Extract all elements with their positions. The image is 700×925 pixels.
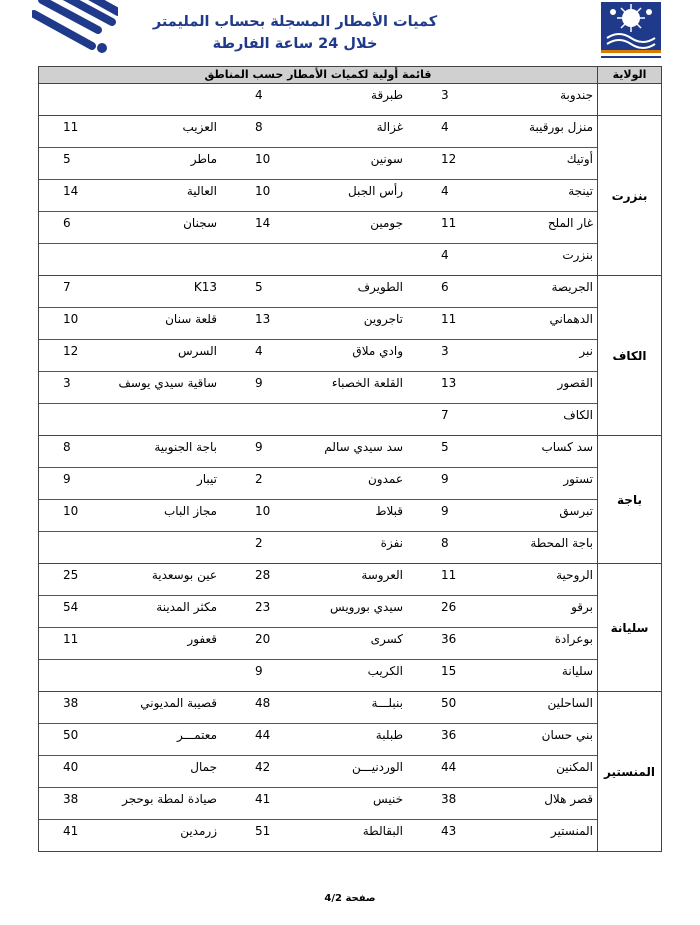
station-name: بني حسان xyxy=(541,728,593,742)
rainfall-value: 10 xyxy=(63,312,79,326)
station-name: نفزة xyxy=(380,536,403,550)
station-name: مجاز الباب xyxy=(163,504,217,518)
station-name: باجة المحطة xyxy=(530,536,593,550)
governorate-cell: باجة xyxy=(597,436,661,564)
rainfall-value: 5 xyxy=(441,440,449,454)
page-number: صفحة 4/2 xyxy=(324,893,376,904)
rainfall-value: 6 xyxy=(63,216,71,230)
rainfall-value: 15 xyxy=(441,664,457,678)
rainfall-value: 11 xyxy=(441,568,457,582)
table-row xyxy=(39,148,597,180)
page-subtitle: خلال 24 ساعة الفارطة xyxy=(212,36,378,52)
station-name: قلعة سنان xyxy=(165,312,217,326)
rainfall-value: 4 xyxy=(441,248,449,262)
station-name: تينجة xyxy=(568,184,593,198)
station-name: طبرقة xyxy=(371,88,403,102)
table-row xyxy=(39,308,597,340)
table-row xyxy=(39,756,597,788)
rainfall-value: 20 xyxy=(255,632,271,646)
rainfall-value: 36 xyxy=(441,632,457,646)
rainfall-value: 9 xyxy=(63,472,71,486)
station-name: قصيبة المديوني xyxy=(140,696,217,710)
rainfall-value: 44 xyxy=(255,728,271,742)
station-name: أوتيك xyxy=(566,152,593,166)
station-name: برقو xyxy=(571,600,593,614)
station-name: صيادة لمطة بوحجر xyxy=(122,792,217,806)
station-name: سجنان xyxy=(183,216,217,230)
station-name: وادي ملاق xyxy=(352,344,403,358)
rainfall-value: 38 xyxy=(63,696,79,710)
rainfall-value: 7 xyxy=(441,408,449,422)
rainfall-value: 7 xyxy=(63,280,71,294)
rainfall-value: 51 xyxy=(255,824,271,838)
rainfall-value: 50 xyxy=(441,696,457,710)
rainfall-value: 9 xyxy=(255,376,263,390)
station-name: تبرسق xyxy=(559,504,593,518)
rainfall-value: 13 xyxy=(255,312,271,326)
rainfall-value: 8 xyxy=(441,536,449,550)
rainfall-value: 11 xyxy=(441,216,457,230)
station-name: زرمدين xyxy=(180,824,217,838)
station-name: العروسة xyxy=(361,568,403,582)
table-row xyxy=(39,500,597,532)
blue-stripes-logo-icon xyxy=(32,0,118,62)
table-row xyxy=(39,244,597,276)
rainfall-value: 11 xyxy=(63,120,79,134)
governorate-cell: بنزرت xyxy=(597,116,661,276)
station-name: رأس الجبل xyxy=(347,184,403,198)
station-name: عمدون xyxy=(367,472,403,486)
rainfall-value: 10 xyxy=(255,504,271,518)
rainfall-value: 14 xyxy=(63,184,79,198)
rainfall-value: 8 xyxy=(63,440,71,454)
rainfall-value: 3 xyxy=(441,88,449,102)
station-name: نبر xyxy=(579,344,593,358)
table-row xyxy=(39,404,597,436)
table-row xyxy=(39,84,597,116)
station-name: قصر هلال xyxy=(544,792,593,806)
station-name: الساحلين xyxy=(547,696,593,710)
station-name: خنيس xyxy=(373,792,403,806)
governorate-column-header: الولاية xyxy=(597,67,661,84)
station-name: مكثر المدينة xyxy=(156,600,217,614)
rainfall-value: 14 xyxy=(255,216,271,230)
station-name: القلعة الخصباء xyxy=(331,376,403,390)
station-name: معتمـــر xyxy=(177,728,217,742)
station-name: قعفور xyxy=(187,632,217,646)
rainfall-value: 8 xyxy=(255,120,263,134)
regions-column-header: قائمة أولية لكميات الأمطار حسب المناطق xyxy=(39,67,597,84)
rainfall-value: 43 xyxy=(441,824,457,838)
station-name: غزالة xyxy=(376,120,403,134)
station-name: بنزرت xyxy=(562,248,593,262)
table-row xyxy=(39,532,597,564)
rainfall-value: 41 xyxy=(63,824,79,838)
station-name: منزل بورقيبة xyxy=(529,120,593,134)
rainfall-value: 42 xyxy=(255,760,271,774)
table-row xyxy=(39,724,597,756)
rainfall-value: 12 xyxy=(63,344,79,358)
rainfall-value: 13 xyxy=(441,376,457,390)
station-name: القصور xyxy=(557,376,593,390)
rainfall-value: 44 xyxy=(441,760,457,774)
rainfall-value: 4 xyxy=(255,344,263,358)
table-row xyxy=(39,372,597,404)
rainfall-value: 10 xyxy=(255,184,271,198)
station-name: المكنين xyxy=(556,760,593,774)
rainfall-value: 38 xyxy=(441,792,457,806)
station-name: السرس xyxy=(178,344,217,358)
table-row xyxy=(39,820,597,852)
station-name: ماطر xyxy=(190,152,217,166)
rainfall-value: 10 xyxy=(255,152,271,166)
station-name: سليانة xyxy=(561,664,593,678)
station-name: سيدي بورويس xyxy=(330,600,403,614)
rainfall-value: 12 xyxy=(441,152,457,166)
station-name: تيبار xyxy=(196,472,217,486)
rainfall-value: 3 xyxy=(441,344,449,358)
rainfall-value: 23 xyxy=(255,600,271,614)
station-name: غار الملح xyxy=(547,216,593,230)
rainfall-value: 9 xyxy=(441,504,449,518)
station-name: الكاف xyxy=(563,408,593,422)
rainfall-value: 28 xyxy=(255,568,271,582)
station-name: بنبلـــة xyxy=(371,696,403,710)
logo-caption-strip xyxy=(601,50,661,62)
station-name: سونين xyxy=(370,152,403,166)
station-name: جومين xyxy=(370,216,403,230)
station-name: عين بوسعدية xyxy=(151,568,217,582)
table-row xyxy=(39,436,597,468)
station-name: K13 xyxy=(193,280,217,294)
rainfall-value: 6 xyxy=(441,280,449,294)
governorate-cell: الكاف xyxy=(597,276,661,436)
rainfall-value: 9 xyxy=(255,440,263,454)
rainfall-value: 10 xyxy=(63,504,79,518)
rainfall-value: 2 xyxy=(255,536,263,550)
table-row xyxy=(39,116,597,148)
station-name: كسرى xyxy=(370,632,403,646)
table-row xyxy=(39,660,597,692)
rainfall-value: 36 xyxy=(441,728,457,742)
rainfall-value: 38 xyxy=(63,792,79,806)
station-name: العالية xyxy=(186,184,217,198)
table-row xyxy=(39,468,597,500)
station-name: الوردنيـــن xyxy=(352,760,403,774)
rainfall-value: 11 xyxy=(441,312,457,326)
rainfall-value: 26 xyxy=(441,600,457,614)
rainfall-value: 4 xyxy=(255,88,263,102)
station-name: ساقية سيدي يوسف xyxy=(118,376,217,390)
table-row xyxy=(39,340,597,372)
station-name: باجة الجنوبية xyxy=(154,440,217,454)
rainfall-value: 25 xyxy=(63,568,79,582)
table-row xyxy=(39,628,597,660)
table-row xyxy=(39,692,597,724)
governorate-cell: سليانة xyxy=(597,564,661,692)
station-name: سد سيدي سالم xyxy=(324,440,403,454)
rainfall-value: 50 xyxy=(63,728,79,742)
rainfall-value: 48 xyxy=(255,696,271,710)
table-row xyxy=(39,212,597,244)
rainfall-value: 5 xyxy=(255,280,263,294)
station-name: الجريصة xyxy=(551,280,593,294)
rainfall-value: 41 xyxy=(255,792,271,806)
table-row xyxy=(39,180,597,212)
rainfall-table xyxy=(38,66,662,852)
rainfall-value: 2 xyxy=(255,472,263,486)
station-name: الروحية xyxy=(556,568,593,582)
rainfall-value: 54 xyxy=(63,600,79,614)
governorate-cell xyxy=(597,84,661,116)
governorate-cell: المنستير xyxy=(597,692,661,852)
rainfall-value: 3 xyxy=(63,376,71,390)
rainfall-value: 5 xyxy=(63,152,71,166)
station-name: الكريب xyxy=(367,664,403,678)
station-name: جمال xyxy=(190,760,217,774)
table-row xyxy=(39,564,597,596)
rainfall-value: 9 xyxy=(441,472,449,486)
rainfall-value: 4 xyxy=(441,120,449,134)
station-name: الدهماني xyxy=(549,312,593,326)
rainfall-value: 11 xyxy=(63,632,79,646)
station-name: بوعرادة xyxy=(554,632,593,646)
station-name: المنستير xyxy=(550,824,593,838)
station-name: سد كساب xyxy=(541,440,593,454)
table-row xyxy=(39,596,597,628)
page-title: كميات الأمطار المسجلة بحساب المليمتر xyxy=(152,14,438,30)
station-name: البقالطة xyxy=(362,824,403,838)
table-row xyxy=(39,276,597,308)
table-row xyxy=(39,788,597,820)
rainfall-value: 4 xyxy=(441,184,449,198)
station-name: تاجروين xyxy=(363,312,403,326)
station-name: جندوبة xyxy=(560,88,593,102)
rainfall-value: 9 xyxy=(255,664,263,678)
station-name: طبلبة xyxy=(375,728,403,742)
station-name: قبلاط xyxy=(375,504,403,518)
rainfall-value: 40 xyxy=(63,760,79,774)
station-name: العزيب xyxy=(182,120,217,134)
station-name: الطويرف xyxy=(357,280,403,294)
station-name: تستور xyxy=(563,472,593,486)
